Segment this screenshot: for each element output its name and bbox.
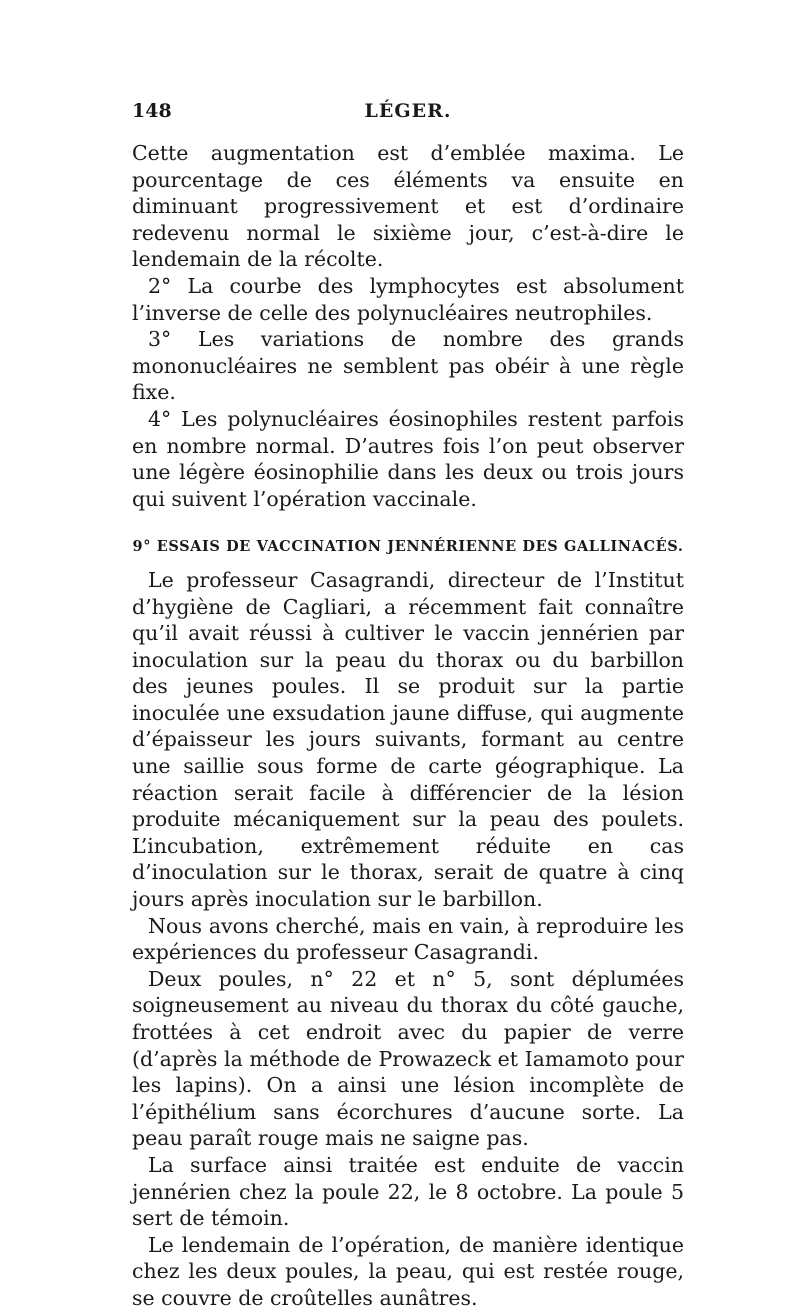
paragraph: 2° La courbe des lymphocytes est absolument l’inverse de celle des polynucléaires neutrophiles. (132, 273, 684, 325)
paragraph: Cette augmentation est d’emblée maxima. Le pourcentage de ces éléments va ensuite en diminuant progressivement et est d’ordinaire redevenu normal le sixième jour, c’est-à-dire le lendemain de la récolte. (132, 141, 684, 272)
paragraph: Deux poules, n° 22 et n° 5, sont déplumées soigneusement au niveau du thorax du côté gauche, frottées à cet endroit avec du papier de verre (d’après la méthode de Prowazeck et Iamamoto pour les lapins). On a ainsi une lésion incomplète de l’épithélium sans écorchures d’aucune sorte. La peau paraît rouge mais ne saigne pas. (132, 966, 684, 1151)
paragraph: Nous avons cherché, mais en vain, à reproduire les expériences du professeur Casagrandi. (132, 913, 684, 965)
running-head: LÉGER. (364, 100, 452, 122)
section-heading: 9° ESSAIS DE VACCINATION JENNÉRIENNE DES GALLINACÉS. (132, 538, 684, 556)
paragraph: 3° Les variations de nombre des grands mononucléaires ne semblent pas obéir à une règle fixe. (132, 327, 684, 405)
body-text (132, 140, 684, 1312)
paragraph: 4° Les polynucléaires éosinophiles restent parfois en nombre normal. D’autres fois l’on peut observer une légère éosinophilie dans les deux ou trois jours qui suivent l’opération vaccinale. (132, 406, 684, 511)
paragraph: Le professeur Casagrandi, directeur de l’Institut d’hygiène de Cagliari, a récemment fait connaître qu’il avait réussi à cultiver le vaccin jennérien par inoculation sur la peau du thorax ou du barbillon des jeunes poules. Il se produit sur la partie inoculée une exsudation jaune diffuse, qui augmente d’épaisseur les jours suivants, formant au centre une saillie sous forme de carte géographique. La réaction serait facile à différencier de la lésion produite mécaniquement sur la peau des poulets. L’incubation, extrêmement réduite en cas d’inoculation sur le thorax, serait de quatre à cinq jours après inoculation sur le barbillon. (132, 567, 684, 912)
paragraph: La surface ainsi traitée est enduite de vaccin jennérien chez la poule 22, le 8 octobre. La poule 5 sert de témoin. (132, 1152, 684, 1231)
page-number: 148 (132, 100, 172, 122)
paragraph: Le lendemain de l’opération, de manière identique chez les deux poules, la peau, qui est restée rouge, se couvre de croûtelles aunâtres. (132, 1232, 684, 1310)
page-header (132, 100, 684, 130)
